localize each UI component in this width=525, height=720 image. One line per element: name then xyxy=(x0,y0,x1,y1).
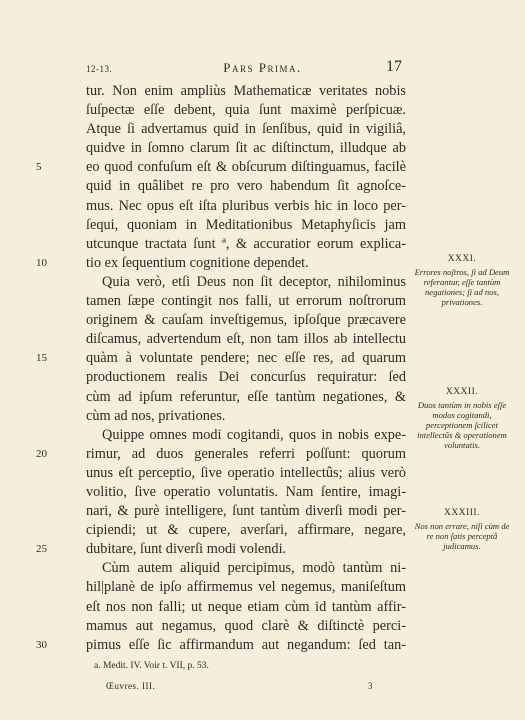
text-line: 10 tio ex ſequentium cognitione dependet. xyxy=(86,254,406,273)
text-line: quid in quâlibet re pro vero habendum ſit agnoſce- xyxy=(86,178,406,195)
text-line: eſt nos non falli; ut neque etiam cùm id tantùm affir- xyxy=(86,598,406,615)
text-line: cipiendi; ut & cupere, averſari, affirmare, negare, xyxy=(86,522,406,539)
signature-mark: Œuvres. III. xyxy=(106,681,156,691)
text-line: 5 eo quod confuſum eſt & obſcurum diſtinguamus, facilè xyxy=(86,158,406,177)
text-line: 30 pimus eſſe ſic affirmandum aut negandum: ſed tan- xyxy=(86,636,406,655)
text-line: 20 rimur, ad duos generales referri poſſunt: quorum xyxy=(86,445,406,464)
text-line: hil|planè de ipſo affirmemus vel negemus, maniſeſtum xyxy=(86,579,406,596)
text-line: tamen ſæpe contingit nos falli, ut errorum noſtrorum xyxy=(86,293,406,310)
text-line: mus. Nec opus eſt iſta pluribus verbis hic in loco per- xyxy=(86,197,406,214)
running-head xyxy=(0,60,525,80)
text-line: mamus aut negamus, quod clarè & diſtinctè perci- xyxy=(86,617,406,634)
text-line: 15 quàm à voluntate pendere; nec eſſe res, ad quarum xyxy=(86,349,406,368)
text-line: Quippe omnes modi cogitandi, quos in nobis expe- xyxy=(102,426,406,443)
margin-note-heading: XXXII. xyxy=(445,387,479,397)
text-line: unus eſt perceptio, ſive operatio intellectûs; alius verò xyxy=(86,464,406,481)
line-number: 25 xyxy=(36,543,47,556)
text-line: diſcamus, advertendum eſt, non tam illos ab intellectu xyxy=(86,331,406,348)
text-line: cùm ad nos, privationes. xyxy=(86,407,226,424)
line-number: 5 xyxy=(36,161,42,174)
section-title: Pars Prima. xyxy=(223,60,302,75)
text-line: ſuſpectæ eſſe debent, quia ſunt maximè perſpicuæ. xyxy=(86,102,406,119)
text-line: originem & cauſam inveſtigemus, ipſoſque præcavere xyxy=(86,312,406,329)
text-line: quidve in ſomno clarum ſit ac diſtinctum, illudque ab xyxy=(86,140,406,157)
signature-number: 3 xyxy=(368,681,373,691)
text-line: tur. Non enim ampliùs Mathematicæ veritates nobis xyxy=(86,83,406,99)
page-number: 17 xyxy=(386,58,402,75)
text-line: ſequi, quoniam in Meditationibus Metaphyſicis jam xyxy=(86,216,406,233)
margin-note-text: Errores noſtros, ſi ad Deum referantur, eſſe tantùm negationes; ſi ad nos, privationes. xyxy=(414,267,510,307)
text-line: productionem realis Dei concurſus requiratur: ſed xyxy=(86,369,406,386)
margin-note-text: Duos tantùm in nobis eſſe modos cogitandi, perceptionem ſcilicet intellectûs & operationem voluntatis. xyxy=(417,400,507,450)
margin-note xyxy=(414,254,510,307)
line-number: 30 xyxy=(36,638,47,651)
page-range: 12-13. xyxy=(86,64,113,74)
margin-note xyxy=(414,387,510,450)
margin-note-heading: XXXIII. xyxy=(444,508,480,518)
margin-note-text: Nos non errare, niſi cùm de re non ſatis perceptâ judicamus. xyxy=(414,521,510,551)
text-line: 25 dubitare, ſunt diverſi modi volendi. xyxy=(86,540,406,559)
body-text xyxy=(36,82,406,655)
margin-note xyxy=(414,508,510,551)
margin-note-heading: XXXI. xyxy=(447,254,477,264)
text-line: volitio, ſive operatio voluntatis. Nam ſentire, imagi- xyxy=(86,483,406,500)
footnote: a. Medit. IV. Voir t. VII, p. 53. xyxy=(94,661,209,671)
line-number: 15 xyxy=(36,352,47,365)
text-line: Atque ſi advertamus quid in ſenſibus, quid in vigiliâ, xyxy=(86,121,406,138)
line-number: 10 xyxy=(36,256,47,269)
text-line: cùm ad ipſum referuntur, eſſe tantùm negationes, & xyxy=(86,388,406,405)
text-line: Quia verò, etſi Deus non ſit deceptor, nihilominus xyxy=(102,273,406,290)
text-line: utcunque tractata ſunt ª, & accuratior eorum explica- xyxy=(86,235,406,252)
text-line: nari, & purè intelligere, ſunt tantùm diverſi modi per- xyxy=(86,503,406,520)
text-line: Cùm autem aliquid percipimus, modò tantùm ni- xyxy=(102,560,406,577)
line-number: 20 xyxy=(36,447,47,460)
